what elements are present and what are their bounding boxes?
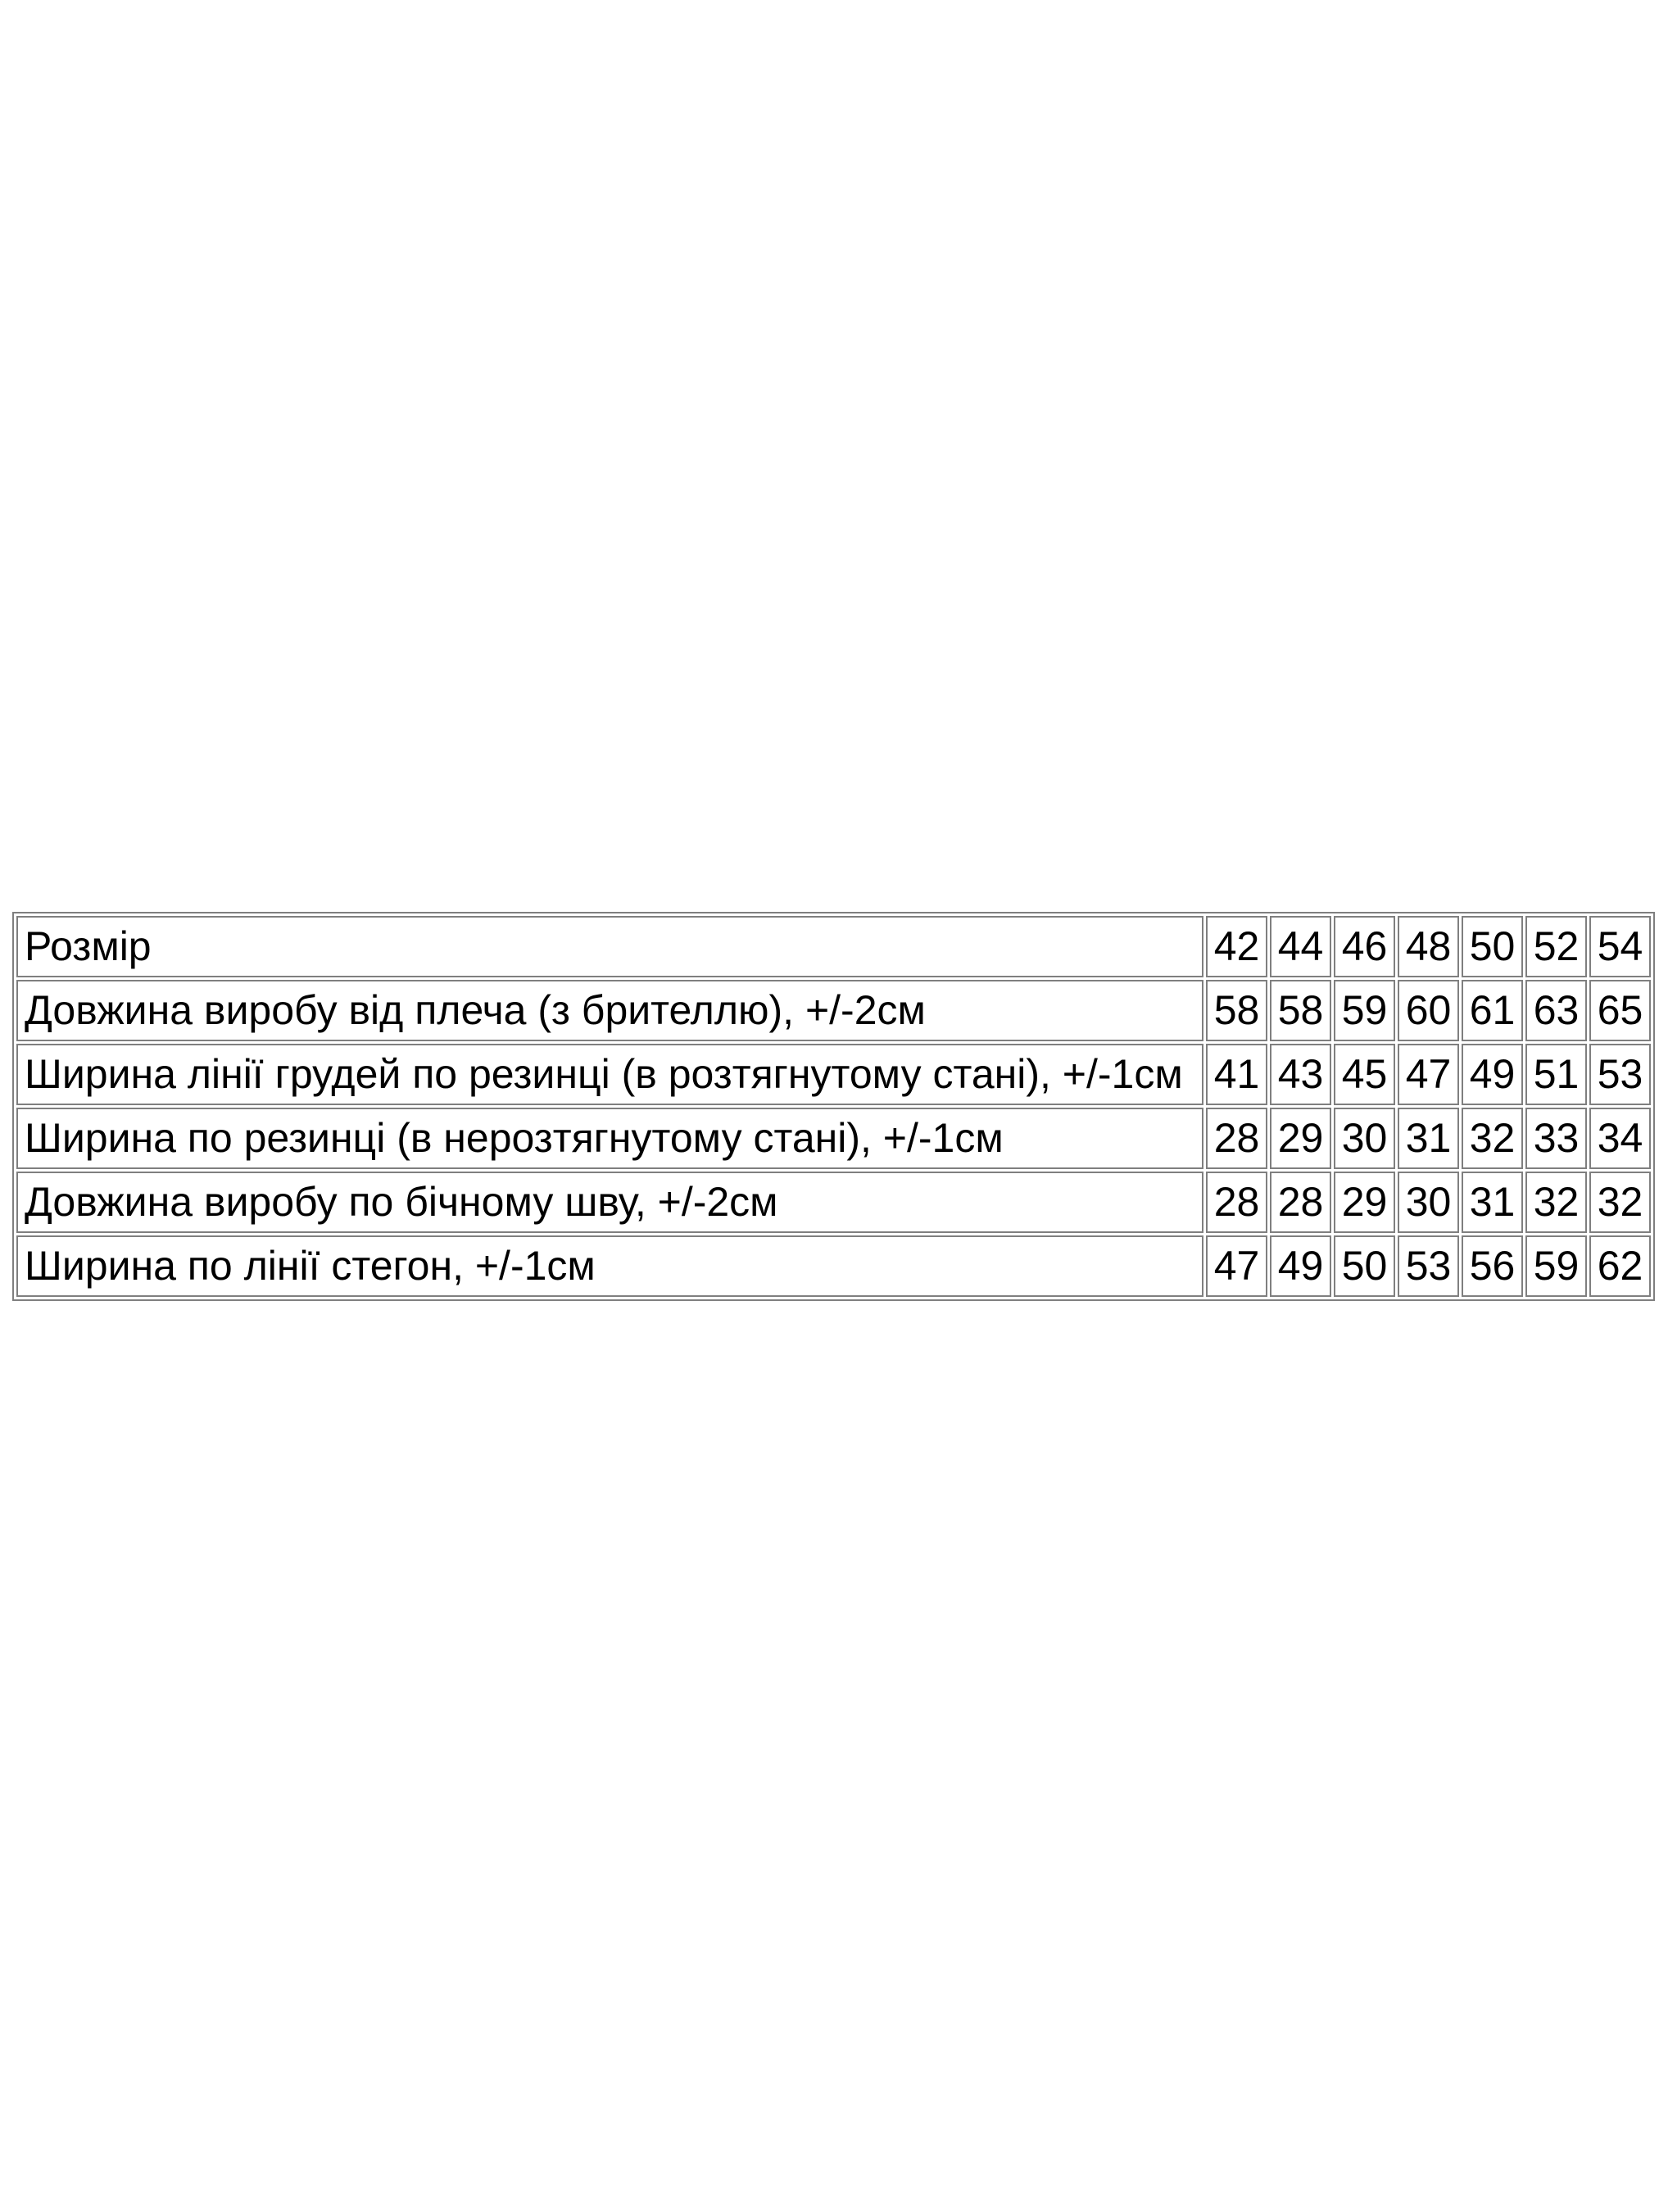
size-value-cell: 29 [1270,1108,1331,1169]
size-value-cell: 51 [1525,1044,1587,1105]
size-value-cell: 49 [1462,1044,1523,1105]
size-value-cell: 42 [1206,916,1267,977]
row-label: Ширина лінії грудей по резинці (в розтягнутому стані), +/-1см [16,1044,1203,1105]
size-value-cell: 47 [1398,1044,1459,1105]
row-label: Довжина виробу від плеча (з брителлю), +/-2см [16,980,1203,1041]
size-value-cell: 56 [1462,1235,1523,1297]
size-value-cell: 60 [1398,980,1459,1041]
size-value-cell: 65 [1589,980,1651,1041]
table-row [16,1172,1651,1233]
size-value-cell: 50 [1462,916,1523,977]
table-row [16,1108,1651,1169]
size-chart-container [12,912,1652,1301]
size-value-cell: 30 [1334,1108,1395,1169]
size-value-cell: 32 [1462,1108,1523,1169]
size-value-cell: 32 [1589,1172,1651,1233]
size-value-cell: 31 [1462,1172,1523,1233]
size-value-cell: 53 [1398,1235,1459,1297]
size-value-cell: 47 [1206,1235,1267,1297]
size-value-cell: 33 [1525,1108,1587,1169]
size-value-cell: 52 [1525,916,1587,977]
size-value-cell: 59 [1525,1235,1587,1297]
size-value-cell: 62 [1589,1235,1651,1297]
table-row [16,916,1651,977]
size-value-cell: 63 [1525,980,1587,1041]
size-value-cell: 58 [1270,980,1331,1041]
size-value-cell: 41 [1206,1044,1267,1105]
size-value-cell: 30 [1398,1172,1459,1233]
size-value-cell: 58 [1206,980,1267,1041]
row-label: Ширина по резинці (в нерозтягнутому стані), +/-1см [16,1108,1203,1169]
size-value-cell: 45 [1334,1044,1395,1105]
table-row [16,980,1651,1041]
size-value-cell: 28 [1206,1172,1267,1233]
size-value-cell: 44 [1270,916,1331,977]
size-chart-body [16,916,1651,1297]
size-value-cell: 28 [1206,1108,1267,1169]
row-label: Розмір [16,916,1203,977]
size-value-cell: 32 [1525,1172,1587,1233]
size-value-cell: 59 [1334,980,1395,1041]
size-value-cell: 49 [1270,1235,1331,1297]
size-value-cell: 54 [1589,916,1651,977]
size-value-cell: 48 [1398,916,1459,977]
size-value-cell: 34 [1589,1108,1651,1169]
size-value-cell: 50 [1334,1235,1395,1297]
table-row [16,1235,1651,1297]
size-chart-table [12,912,1655,1301]
size-value-cell: 53 [1589,1044,1651,1105]
size-value-cell: 61 [1462,980,1523,1041]
size-value-cell: 29 [1334,1172,1395,1233]
size-value-cell: 28 [1270,1172,1331,1233]
row-label: Ширина по лінії стегон, +/-1см [16,1235,1203,1297]
table-row [16,1044,1651,1105]
size-value-cell: 46 [1334,916,1395,977]
row-label: Довжина виробу по бічному шву, +/-2см [16,1172,1203,1233]
size-value-cell: 31 [1398,1108,1459,1169]
size-value-cell: 43 [1270,1044,1331,1105]
